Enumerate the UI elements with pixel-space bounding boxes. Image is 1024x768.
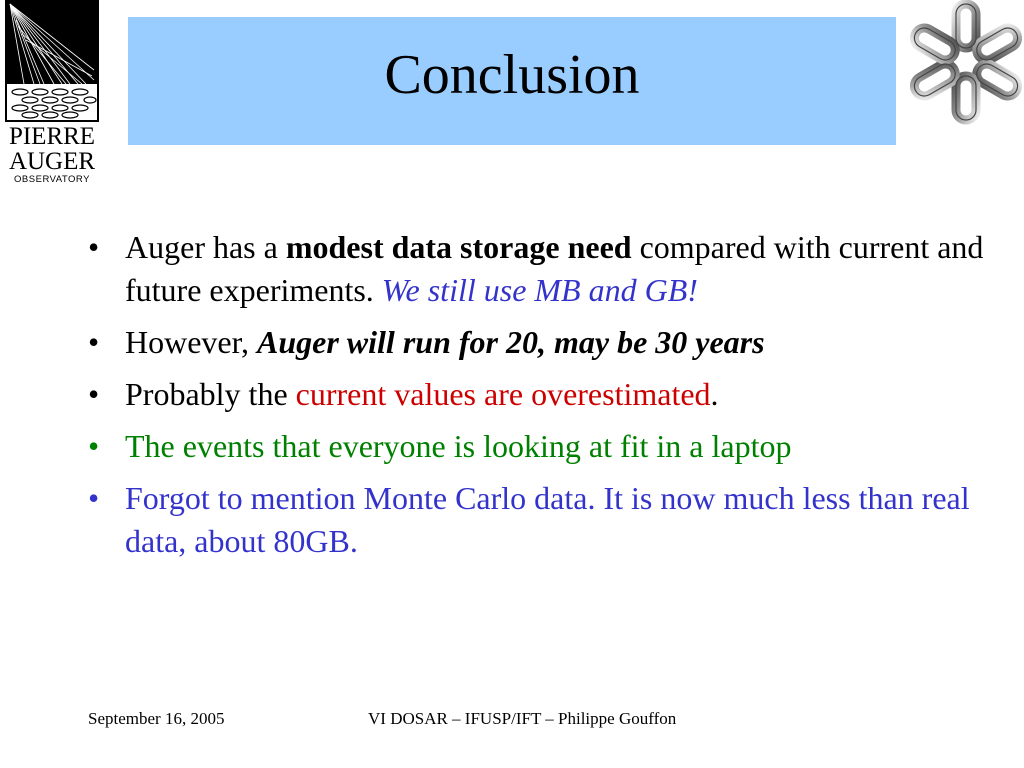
bullet-marker: • <box>88 229 100 265</box>
bullet-segment-bold-italic: Auger will run for 20, may be 30 years <box>257 324 765 360</box>
bullet-text: Forgot to mention Monte Carlo data. It is now much less than real data, about 80GB. <box>125 480 970 559</box>
bullet-item <box>88 321 988 364</box>
bullet-list <box>88 226 988 572</box>
bullet-text <box>125 376 719 412</box>
bullet-segment: However, <box>125 324 257 360</box>
bullet-marker: • <box>88 480 100 516</box>
chain-link-star-icon <box>908 0 1024 125</box>
bullet-marker: • <box>88 428 100 464</box>
bullet-item <box>88 425 988 468</box>
logo-line-pierre: PIERRE <box>8 123 96 150</box>
bullet-item <box>88 373 988 416</box>
bullet-segment: compared with current and future experiments. <box>125 229 984 308</box>
bullet-segment-bold: modest data storage need <box>285 229 632 265</box>
bullet-segment: Probably the <box>125 376 296 412</box>
bullet-segment-italic: We still use MB and GB! <box>381 272 698 308</box>
bullet-text <box>125 229 983 308</box>
pierre-auger-logo <box>4 0 100 200</box>
bullet-marker: • <box>88 324 100 360</box>
bullet-item <box>88 477 988 563</box>
footer-author: VI DOSAR – IFUSP/IFT – Philippe Gouffon <box>368 709 677 728</box>
bullet-segment: . <box>710 376 719 412</box>
title-banner <box>128 17 896 145</box>
bullet-text <box>125 324 765 360</box>
bullet-segment-red: current values are overestimated <box>295 376 711 412</box>
bullet-item <box>88 226 988 312</box>
bullet-segment: Auger has a <box>125 229 286 265</box>
logo-wordmark <box>4 124 100 185</box>
footer-date: September 16, 2005 <box>88 709 225 728</box>
logo-line-observatory: OBSERVATORY <box>14 174 90 185</box>
shower-detector-icon <box>4 0 100 124</box>
slide-title: Conclusion <box>384 44 640 106</box>
institute-logo <box>908 0 1024 125</box>
bullet-marker: • <box>88 376 100 412</box>
bullet-text: The events that everyone is looking at fit in a laptop <box>125 428 792 464</box>
logo-line-auger: AUGER <box>8 148 96 175</box>
